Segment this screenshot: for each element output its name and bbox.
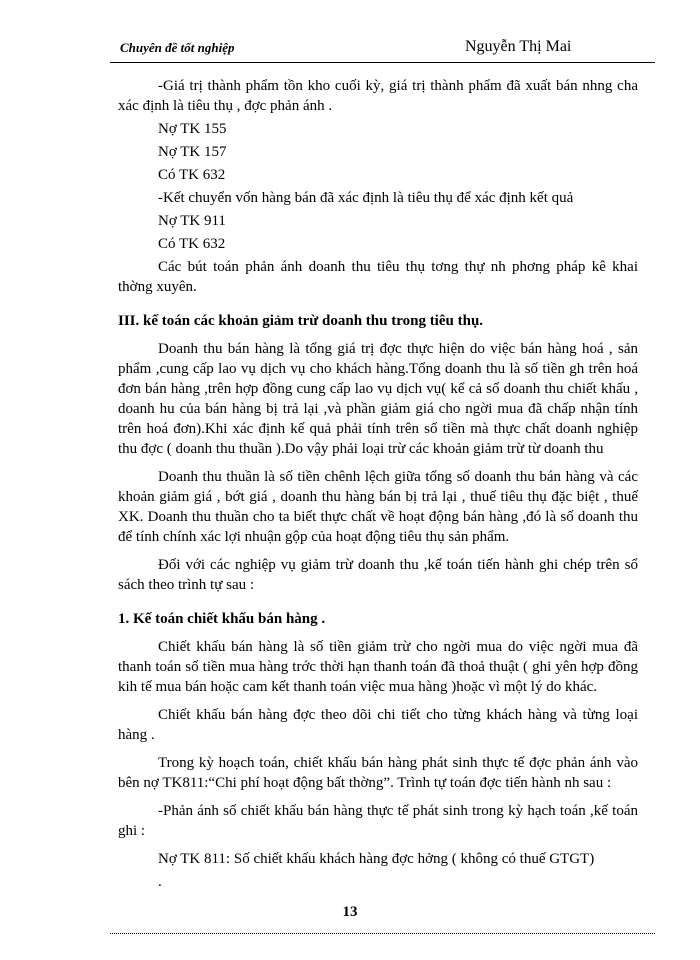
journal-entry: Nợ TK 911 (158, 213, 226, 229)
footer-divider (110, 933, 655, 934)
journal-entry: Nợ TK 155 (158, 121, 227, 137)
page-body (118, 76, 638, 895)
paragraph-account-811: Trong kỳ hoạch toán, chiết khấu bán hàng phát sinh thực tế đợc phản ánh vào bên nợ TK811:“Chi phí hoạt động bất thờng”. Trình tự toán đợc tiến hành nh sau : (118, 755, 638, 791)
trailing-mark: . (158, 874, 162, 890)
subsection-heading-sales-discount: 1. Kế toán chiết khấu bán hàng . (118, 611, 326, 627)
paragraph-transfer-cost: -Kết chuyển vốn hàng bán đã xác định là tiêu thụ để xác định kết quả (158, 190, 574, 206)
header-document-type: Chuyên đề tốt nghiệp (120, 40, 235, 55)
paragraph-discount-definition: Chiết khấu bán hàng là số tiền giảm trừ cho ngời mua do việc ngời mua đã thanh toán số tiền mua hàng trớc thời hạn thanh toán đã thoả thuật ( ghi yên hợp đồng kih tế mua bán hoặc cam kết thanh toán việc mua hàng )hoặc vì một lý do khác. (118, 639, 638, 695)
paragraph-recording-procedure: Đối với các nghiệp vụ giảm trừ doanh thu ,kế toán tiến hành ghi chép trên sổ sách theo trình tự sau : (118, 557, 638, 593)
paragraph-discount-tracking: Chiết khấu bán hàng đợc theo dõi chi tiết cho từng khách hàng và từng loại hàng . (118, 707, 638, 743)
journal-entry: Nợ TK 157 (158, 144, 227, 160)
page-number: 13 (342, 904, 358, 920)
journal-entry-811: Nợ TK 811: Số chiết khấu khách hàng đợc hởng ( không có thuế GTGT) (158, 851, 595, 867)
section-heading-revenue-deductions: III. kế toán các khoản giảm trừ doanh thu trong tiêu thụ. (118, 313, 484, 329)
header-author: Nguyễn Thị Mai (465, 38, 572, 55)
paragraph-net-revenue: Doanh thu thuần là số tiền chênh lệch giữa tổng số doanh thu bán hàng và các khoản giảm giá , bớt giá , doanh thu hàng bán bị trả lại , thuế tiêu thụ đặc biệt , thuế XK. Doanh thu thuần cho ta biết thực chất về hoạt động bán hàng ,đó là số doanh thu để tính chính xác lợi nhuận gộp của hoạt động tiêu thụ sản phẩm. (118, 469, 638, 545)
paragraph-record-discount: -Phản ánh số chiết khấu bán hàng thực tế phát sinh trong kỳ hạch toán ,kế toán ghi : (118, 803, 638, 839)
journal-entry: Có TK 632 (158, 167, 226, 183)
paragraph-perpetual-method: Các bút toán phản ánh doanh thu tiêu thụ tơng thự nh phơng pháp kê khai thờng xuyên. (118, 259, 638, 295)
paragraph-gross-revenue: Doanh thu bán hàng là tổng giá trị đợc thực hiện do việc bán hàng hoá , sản phẩm ,cung cấp lao vụ dịch vụ cho khách hàng.Tổng doanh thu là số tiền gh trên hoá đơn bán hàng ,trên hợp đồng cung cấp lao vụ dịch vụ( kể cả số doanh thu chiết khấu , doanh hu của bán hàng bị trả lại ,và phần giảm giá cho ngời mua đã chấp nhận tính trên hoá đơn).Khi xác định kế quả phải tính trên số tiền mà thực chất doanh nghiệp thu đợc ( doanh thu thuần ).Do vậy phải loại trừ các khoản giảm trừ từ doanh thu (118, 341, 638, 457)
journal-entry: Có TK 632 (158, 236, 226, 252)
header-divider (110, 62, 655, 63)
paragraph-finished-goods: -Giá trị thành phẩm tồn kho cuối kỳ, giá trị thành phẩm đã xuất bán nhng cha xác định là tiêu thụ , đợc phản ánh . (118, 78, 638, 114)
